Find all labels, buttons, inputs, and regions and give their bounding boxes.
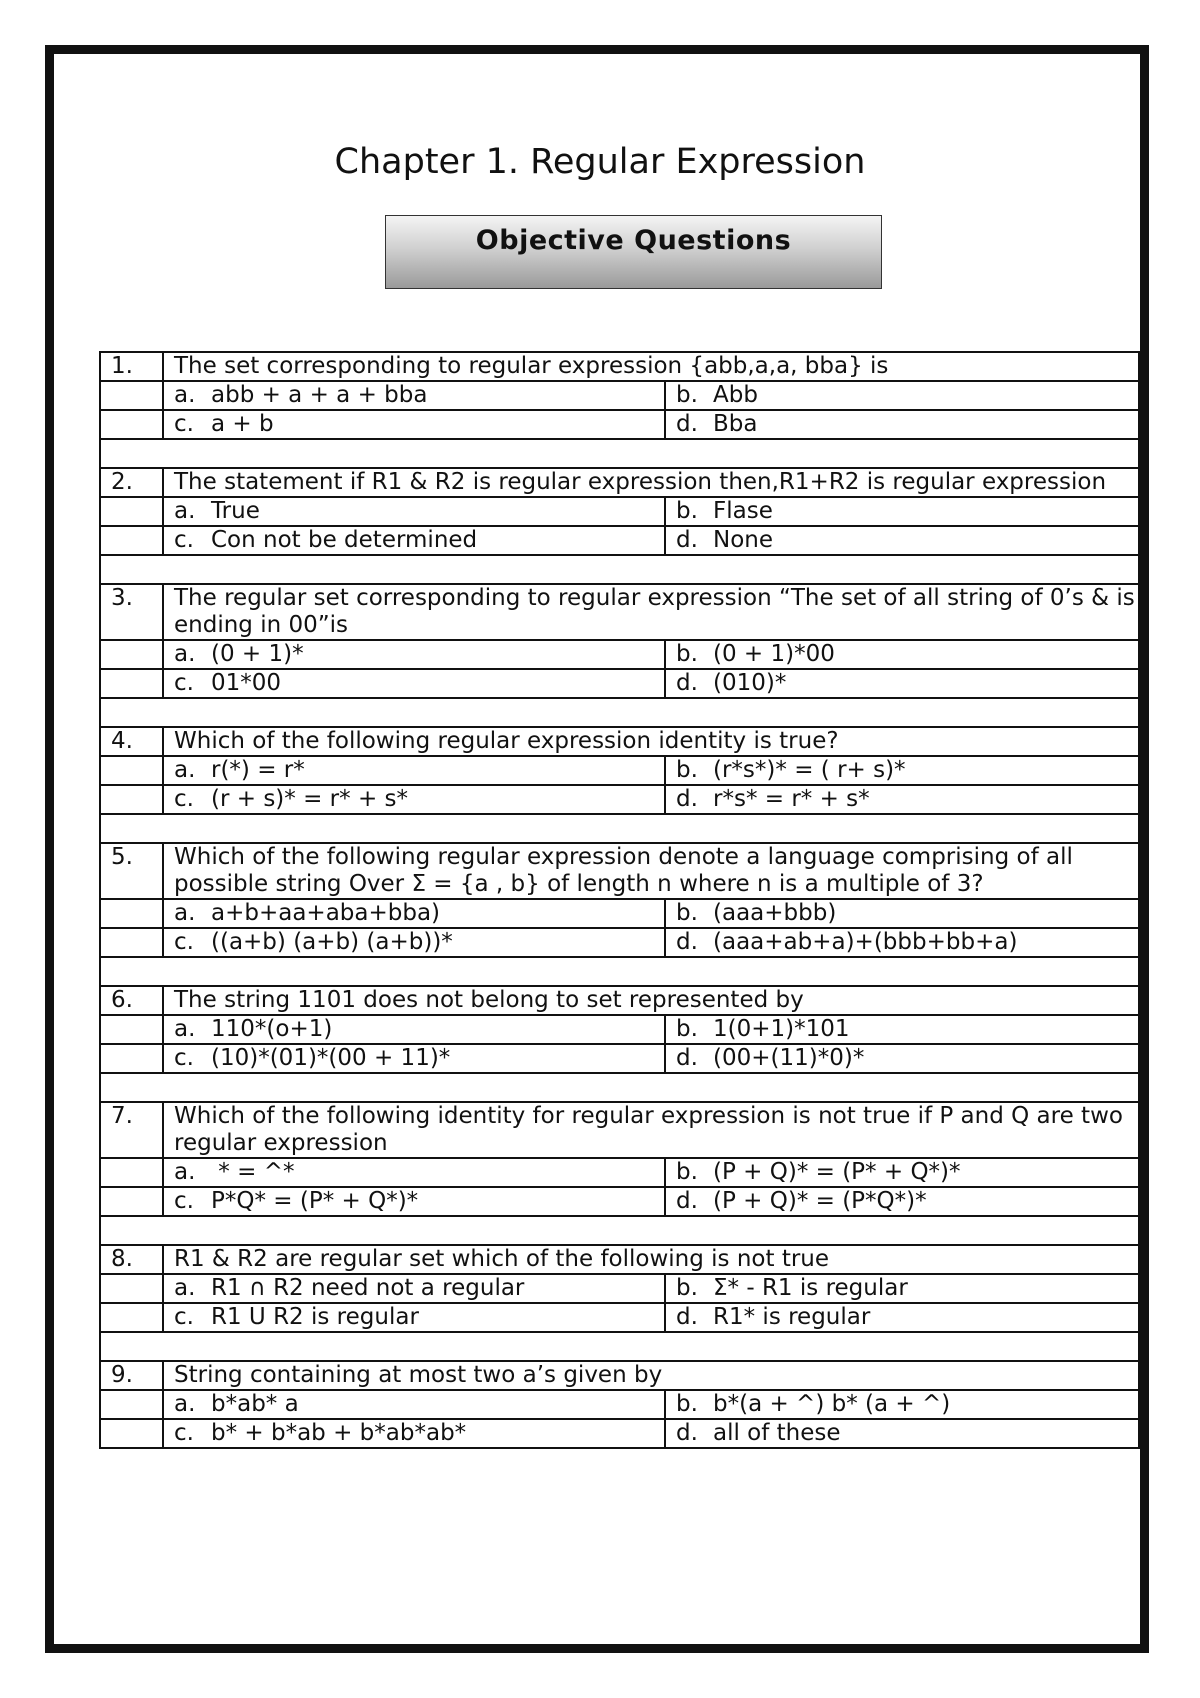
spacer-cell: [100, 1073, 1139, 1102]
question-number: 1.: [100, 352, 163, 381]
empty-cell: [100, 526, 163, 555]
empty-cell: [100, 785, 163, 814]
option-cell: [163, 785, 665, 814]
option-cell: [665, 928, 1139, 957]
question-text: The statement if R1 & R2 is regular expression then,R1+R2 is regular expression: [163, 468, 1139, 497]
spacer-cell: [100, 957, 1139, 986]
question-row: [100, 843, 1139, 899]
question-row: [100, 1245, 1139, 1274]
spacer-row: [100, 957, 1139, 986]
spacer-row: [100, 698, 1139, 727]
question-number: 2.: [100, 468, 163, 497]
empty-cell: [100, 497, 163, 526]
option-text: (r + s)* = r* + s*: [211, 786, 409, 812]
option-cell: [665, 756, 1139, 785]
option-label: a.: [174, 1275, 196, 1301]
option-text: b* + b*ab + b*ab*ab*: [211, 1420, 467, 1446]
option-text: R1 U R2 is regular: [211, 1304, 419, 1330]
options-row: [100, 381, 1139, 410]
option-cell: [163, 669, 665, 698]
option-cell: [163, 526, 665, 555]
question-row: [100, 1361, 1139, 1390]
option-text: abb + a + a + bba: [211, 382, 428, 408]
option-cell: [665, 785, 1139, 814]
option-cell: [665, 899, 1139, 928]
option-text: a + b: [211, 411, 274, 437]
spacer-cell: [100, 1216, 1139, 1245]
spacer-row: [100, 814, 1139, 843]
option-label: a.: [174, 641, 196, 667]
empty-cell: [100, 1158, 163, 1187]
option-text: * = ^*: [211, 1159, 295, 1185]
spacer-row: [100, 1216, 1139, 1245]
spacer-cell: [100, 698, 1139, 727]
option-label: b.: [676, 498, 698, 524]
options-row: [100, 1390, 1139, 1419]
option-text: Flase: [713, 498, 773, 524]
option-label: d.: [676, 786, 698, 812]
option-cell: [665, 410, 1139, 439]
empty-cell: [100, 1187, 163, 1216]
option-label: a.: [174, 1391, 196, 1417]
option-label: a.: [174, 382, 196, 408]
option-label: a.: [174, 498, 196, 524]
question-number: 4.: [100, 727, 163, 756]
empty-cell: [100, 1419, 163, 1448]
empty-cell: [100, 1390, 163, 1419]
options-row: [100, 899, 1139, 928]
option-text: b*(a + ^) b* (a + ^): [713, 1391, 951, 1417]
option-cell: [665, 1187, 1139, 1216]
question-row: [100, 352, 1139, 381]
option-text: a+b+aa+aba+bba): [211, 900, 441, 926]
option-text: (10)*(01)*(00 + 11)*: [211, 1045, 451, 1071]
section-label: Objective Questions: [475, 225, 792, 256]
empty-cell: [100, 640, 163, 669]
option-label: d.: [676, 1420, 698, 1446]
option-cell: [163, 1390, 665, 1419]
section-label-box: [385, 215, 882, 289]
empty-cell: [100, 928, 163, 957]
option-text: (010)*: [713, 670, 787, 696]
option-cell: [163, 1419, 665, 1448]
spacer-cell: [100, 814, 1139, 843]
page-title: Chapter 1. Regular Expression: [334, 142, 866, 182]
options-row: [100, 1419, 1139, 1448]
option-label: d.: [676, 411, 698, 437]
option-text: Bba: [713, 411, 758, 437]
options-row: [100, 1158, 1139, 1187]
questions-table: [99, 351, 1140, 1449]
option-label: a.: [174, 1159, 196, 1185]
option-text: r(*) = r*: [211, 757, 305, 783]
option-cell: [665, 497, 1139, 526]
option-text: all of these: [713, 1420, 841, 1446]
option-cell: [163, 756, 665, 785]
option-label: d.: [676, 1188, 698, 1214]
option-label: b.: [676, 1159, 698, 1185]
question-text: R1 & R2 are regular set which of the following is not true: [163, 1245, 1139, 1274]
empty-cell: [100, 1274, 163, 1303]
option-cell: [665, 1044, 1139, 1073]
option-label: b.: [676, 900, 698, 926]
options-row: [100, 756, 1139, 785]
option-text: R1* is regular: [713, 1304, 871, 1330]
option-text: P*Q* = (P* + Q*)*: [211, 1188, 419, 1214]
option-label: a.: [174, 757, 196, 783]
options-row: [100, 928, 1139, 957]
option-label: c.: [174, 670, 194, 696]
empty-cell: [100, 381, 163, 410]
option-text: 01*00: [211, 670, 282, 696]
question-number: 7.: [100, 1102, 163, 1158]
options-row: [100, 410, 1139, 439]
option-cell: [665, 1274, 1139, 1303]
option-cell: [163, 1274, 665, 1303]
option-cell: [665, 1015, 1139, 1044]
options-row: [100, 1274, 1139, 1303]
empty-cell: [100, 1015, 163, 1044]
option-text: (0 + 1)*: [211, 641, 304, 667]
option-cell: [665, 526, 1139, 555]
question-row: [100, 727, 1139, 756]
options-row: [100, 1044, 1139, 1073]
question-text: The regular set corresponding to regular expression “The set of all string of 0’s & is ending in 00”is: [163, 584, 1139, 640]
options-row: [100, 785, 1139, 814]
option-label: b.: [676, 1275, 698, 1301]
empty-cell: [100, 899, 163, 928]
question-text: Which of the following identity for regular expression is not true if P and Q are two regular expression: [163, 1102, 1139, 1158]
question-row: [100, 986, 1139, 1015]
option-text: ((a+b) (a+b) (a+b))*: [211, 929, 453, 955]
option-cell: [665, 1303, 1139, 1332]
question-text: Which of the following regular expression identity is true?: [163, 727, 1139, 756]
option-text: R1 ∩ R2 need not a regular: [211, 1275, 525, 1301]
option-text: None: [713, 527, 774, 553]
question-text: Which of the following regular expression denote a language comprising of all possible string Over Σ = {a , b} of length n where n is a multiple of 3?: [163, 843, 1139, 899]
question-number: 8.: [100, 1245, 163, 1274]
option-cell: [665, 669, 1139, 698]
option-cell: [163, 899, 665, 928]
options-row: [100, 526, 1139, 555]
option-text: (aaa+bbb): [713, 900, 837, 926]
option-text: Abb: [713, 382, 758, 408]
option-label: b.: [676, 382, 698, 408]
option-label: b.: [676, 1016, 698, 1042]
options-row: [100, 497, 1139, 526]
option-text: (0 + 1)*00: [713, 641, 835, 667]
option-cell: [665, 381, 1139, 410]
option-cell: [163, 1044, 665, 1073]
option-cell: [163, 381, 665, 410]
option-label: b.: [676, 757, 698, 783]
empty-cell: [100, 1044, 163, 1073]
spacer-row: [100, 555, 1139, 584]
option-text: Con not be determined: [211, 527, 478, 553]
option-label: d.: [676, 527, 698, 553]
option-label: c.: [174, 1304, 194, 1330]
spacer-cell: [100, 439, 1139, 468]
option-label: c.: [174, 1045, 194, 1071]
option-text: Σ* - R1 is regular: [713, 1275, 908, 1301]
option-text: (r*s*)* = ( r+ s)*: [713, 757, 906, 783]
option-cell: [163, 928, 665, 957]
options-row: [100, 1303, 1139, 1332]
empty-cell: [100, 410, 163, 439]
question-row: [100, 584, 1139, 640]
option-label: b.: [676, 641, 698, 667]
option-label: d.: [676, 1045, 698, 1071]
options-row: [100, 640, 1139, 669]
question-text: String containing at most two a’s given by: [163, 1361, 1139, 1390]
option-label: c.: [174, 411, 194, 437]
option-label: c.: [174, 1188, 194, 1214]
option-text: True: [211, 498, 260, 524]
options-row: [100, 1015, 1139, 1044]
option-label: c.: [174, 527, 194, 553]
option-text: (aaa+ab+a)+(bbb+bb+a): [713, 929, 1018, 955]
option-text: 110*(o+1): [211, 1016, 333, 1042]
option-text: 1(0+1)*101: [713, 1016, 850, 1042]
question-text: The string 1101 does not belong to set represented by: [163, 986, 1139, 1015]
option-cell: [163, 497, 665, 526]
option-cell: [665, 1419, 1139, 1448]
option-label: a.: [174, 1016, 196, 1042]
spacer-row: [100, 1332, 1139, 1361]
option-cell: [163, 1015, 665, 1044]
option-cell: [163, 1303, 665, 1332]
spacer-cell: [100, 555, 1139, 584]
question-row: [100, 468, 1139, 497]
empty-cell: [100, 756, 163, 785]
question-text: The set corresponding to regular expression {abb,a,a, bba} is: [163, 352, 1139, 381]
option-text: (P + Q)* = (P* + Q*)*: [713, 1159, 961, 1185]
option-cell: [665, 1158, 1139, 1187]
option-text: r*s* = r* + s*: [713, 786, 870, 812]
spacer-row: [100, 1073, 1139, 1102]
empty-cell: [100, 1303, 163, 1332]
option-cell: [163, 1187, 665, 1216]
option-cell: [163, 410, 665, 439]
option-text: (P + Q)* = (P*Q*)*: [713, 1188, 927, 1214]
option-label: a.: [174, 900, 196, 926]
empty-cell: [100, 669, 163, 698]
option-label: c.: [174, 929, 194, 955]
option-label: d.: [676, 1304, 698, 1330]
option-label: c.: [174, 786, 194, 812]
option-label: d.: [676, 670, 698, 696]
option-cell: [163, 1158, 665, 1187]
option-text: (00+(11)*0)*: [713, 1045, 865, 1071]
option-text: b*ab* a: [211, 1391, 299, 1417]
option-label: d.: [676, 929, 698, 955]
question-number: 5.: [100, 843, 163, 899]
options-row: [100, 669, 1139, 698]
question-number: 9.: [100, 1361, 163, 1390]
option-cell: [163, 640, 665, 669]
option-label: c.: [174, 1420, 194, 1446]
option-cell: [665, 640, 1139, 669]
question-number: 6.: [100, 986, 163, 1015]
options-row: [100, 1187, 1139, 1216]
spacer-cell: [100, 1332, 1139, 1361]
spacer-row: [100, 439, 1139, 468]
option-cell: [665, 1390, 1139, 1419]
question-row: [100, 1102, 1139, 1158]
question-number: 3.: [100, 584, 163, 640]
option-label: b.: [676, 1391, 698, 1417]
